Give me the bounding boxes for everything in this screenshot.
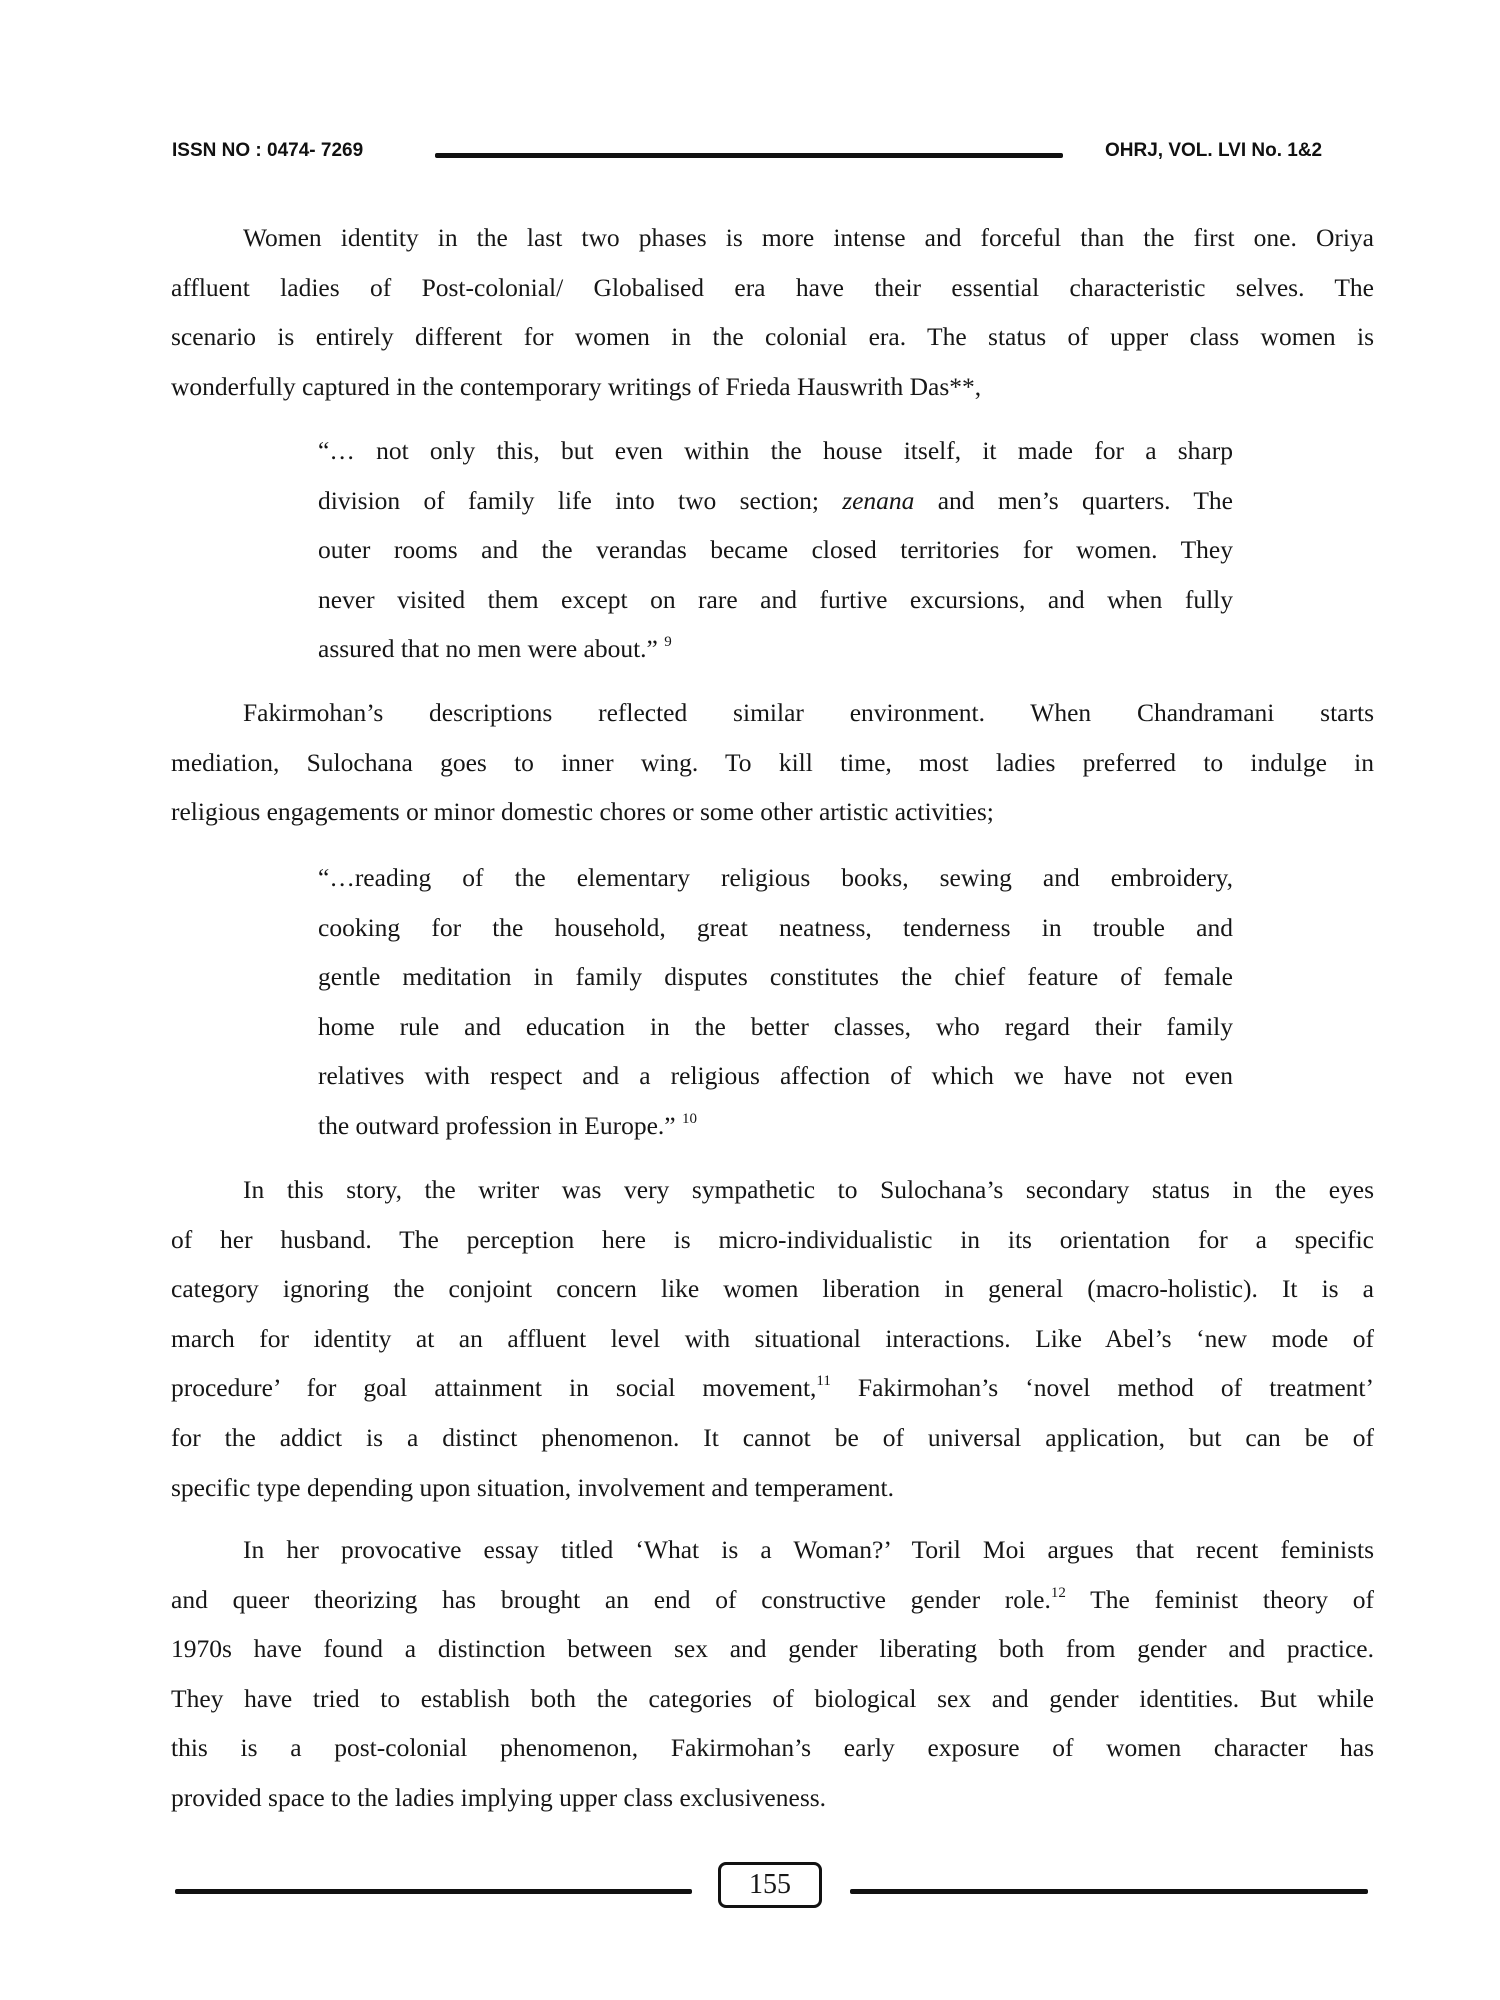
text-line [318, 624, 1233, 674]
italic-term: zenana [842, 485, 915, 515]
text-line [318, 525, 1233, 575]
text-line [171, 1363, 1374, 1413]
text-segment: Women identity in the last two phases is more intense and forceful than the first one. Oriya [243, 223, 1374, 252]
text-line [171, 1525, 1374, 1575]
text-line [171, 213, 1374, 263]
text-line [318, 952, 1233, 1002]
text-segment: march for identity at an affluent level with situational interactions. Like Abel’s ‘new mode of [171, 1323, 1374, 1353]
text-line [171, 688, 1374, 738]
text-line [318, 575, 1233, 625]
text-line [318, 853, 1233, 903]
text-line [171, 738, 1374, 788]
text-segment: They have tried to establish both the categories of biological sex and gender identities. But while [171, 1683, 1374, 1713]
text-segment: gentle meditation in family disputes constitutes the chief feature of female [318, 962, 1233, 992]
text-line [171, 787, 1374, 837]
text-segment: affluent ladies of Post-colonial/ Globalised era have their essential characteristic selves. The [171, 272, 1374, 302]
text-line [318, 903, 1233, 953]
text-segment: and men’s quarters. The [914, 485, 1233, 515]
footnote-ref: 11 [816, 1373, 831, 1390]
text-line [171, 1463, 1374, 1513]
text-line [171, 1575, 1374, 1625]
text-segment: scenario is entirely different for women in the colonial era. The status of upper class women is [171, 322, 1374, 352]
text-segment: wonderfully captured in the contemporary writings of Frieda Hauswrith Das**, [171, 371, 982, 401]
text-segment: Fakirmohan’s ‘novel method of treatment’ [830, 1373, 1374, 1403]
journal-volume-label: OHRJ, VOL. LVI No. 1&2 [1105, 140, 1323, 161]
footer-rule-left [175, 1889, 692, 1894]
block-quote [318, 853, 1233, 1151]
text-segment: division of family life into two section; [318, 485, 843, 515]
paragraph [171, 1525, 1374, 1823]
footnote-ref: 9 [664, 634, 672, 651]
text-line [318, 1101, 1233, 1151]
text-line [171, 1624, 1374, 1674]
text-segment: provided space to the ladies implying upper class exclusiveness. [171, 1782, 827, 1812]
text-line [171, 263, 1374, 313]
text-segment: the outward profession in Europe.” [318, 1110, 682, 1140]
text-segment: In this story, the writer was very sympathetic to Sulochana’s secondary status in the eyes [243, 1175, 1374, 1204]
header-rule [435, 153, 1063, 158]
text-line [171, 1314, 1374, 1364]
paragraph [171, 213, 1374, 411]
text-segment: The feminist theory of [1065, 1584, 1374, 1614]
text-line [318, 1002, 1233, 1052]
text-line [171, 1413, 1374, 1463]
footer-rule-right [850, 1889, 1368, 1894]
text-line [171, 1773, 1374, 1823]
text-segment: Fakirmohan’s descriptions reflected similar environment. When Chandramani starts [243, 698, 1374, 727]
issn-label: ISSN NO : 0474- 7269 [172, 140, 364, 161]
block-quote [318, 426, 1233, 674]
text-line [171, 1165, 1374, 1215]
text-segment: 1970s have found a distinction between sex and gender liberating both from gender and practice. [171, 1634, 1374, 1664]
footnote-ref: 10 [682, 1110, 697, 1127]
text-segment: “… not only this, but even within the house itself, it made for a sharp [318, 436, 1233, 465]
text-segment: “…reading of the elementary religious books, sewing and embroidery, [318, 863, 1233, 892]
text-line [171, 1674, 1374, 1724]
text-line [171, 1215, 1374, 1265]
text-segment: cooking for the household, great neatness, tenderness in trouble and [318, 912, 1233, 942]
page-number: 155 [718, 1862, 822, 1908]
text-line [171, 362, 1374, 412]
text-segment: religious engagements or minor domestic chores or some other artistic activities; [171, 797, 994, 827]
text-segment: and queer theorizing has brought an end of constructive gender role. [171, 1584, 1051, 1614]
text-line [171, 312, 1374, 362]
text-line [318, 476, 1233, 526]
text-segment: In her provocative essay titled ‘What is a Woman?’ Toril Moi argues that recent feminists [243, 1535, 1374, 1564]
paragraph [171, 1165, 1374, 1512]
text-segment: procedure’ for goal attainment in social movement, [171, 1373, 817, 1403]
text-segment: outer rooms and the verandas became closed territories for women. They [318, 535, 1233, 565]
text-line [318, 426, 1233, 476]
text-line [318, 1051, 1233, 1101]
paragraph [171, 688, 1374, 837]
text-segment: of her husband. The perception here is micro-individualistic in its orientation for a specific [171, 1224, 1374, 1254]
text-segment: category ignoring the conjoint concern like women liberation in general (macro-holistic). It is a [171, 1274, 1374, 1304]
text-segment: for the addict is a distinct phenomenon. It cannot be of universal application, but can be of [171, 1422, 1374, 1452]
text-segment: mediation, Sulochana goes to inner wing. To kill time, most ladies preferred to indulge in [171, 747, 1374, 777]
text-segment: never visited them except on rare and furtive excursions, and when fully [318, 584, 1233, 614]
text-segment: home rule and education in the better classes, who regard their family [318, 1011, 1233, 1041]
footnote-ref: 12 [1050, 1584, 1066, 1601]
text-line [171, 1723, 1374, 1773]
text-segment: relatives with respect and a religious affection of which we have not even [318, 1061, 1233, 1091]
text-segment: assured that no men were about.” [318, 634, 665, 664]
text-segment: specific type depending upon situation, involvement and temperament. [171, 1472, 895, 1502]
text-segment: this is a post-colonial phenomenon, Fakirmohan’s early exposure of women character has [171, 1733, 1374, 1763]
text-line [171, 1264, 1374, 1314]
